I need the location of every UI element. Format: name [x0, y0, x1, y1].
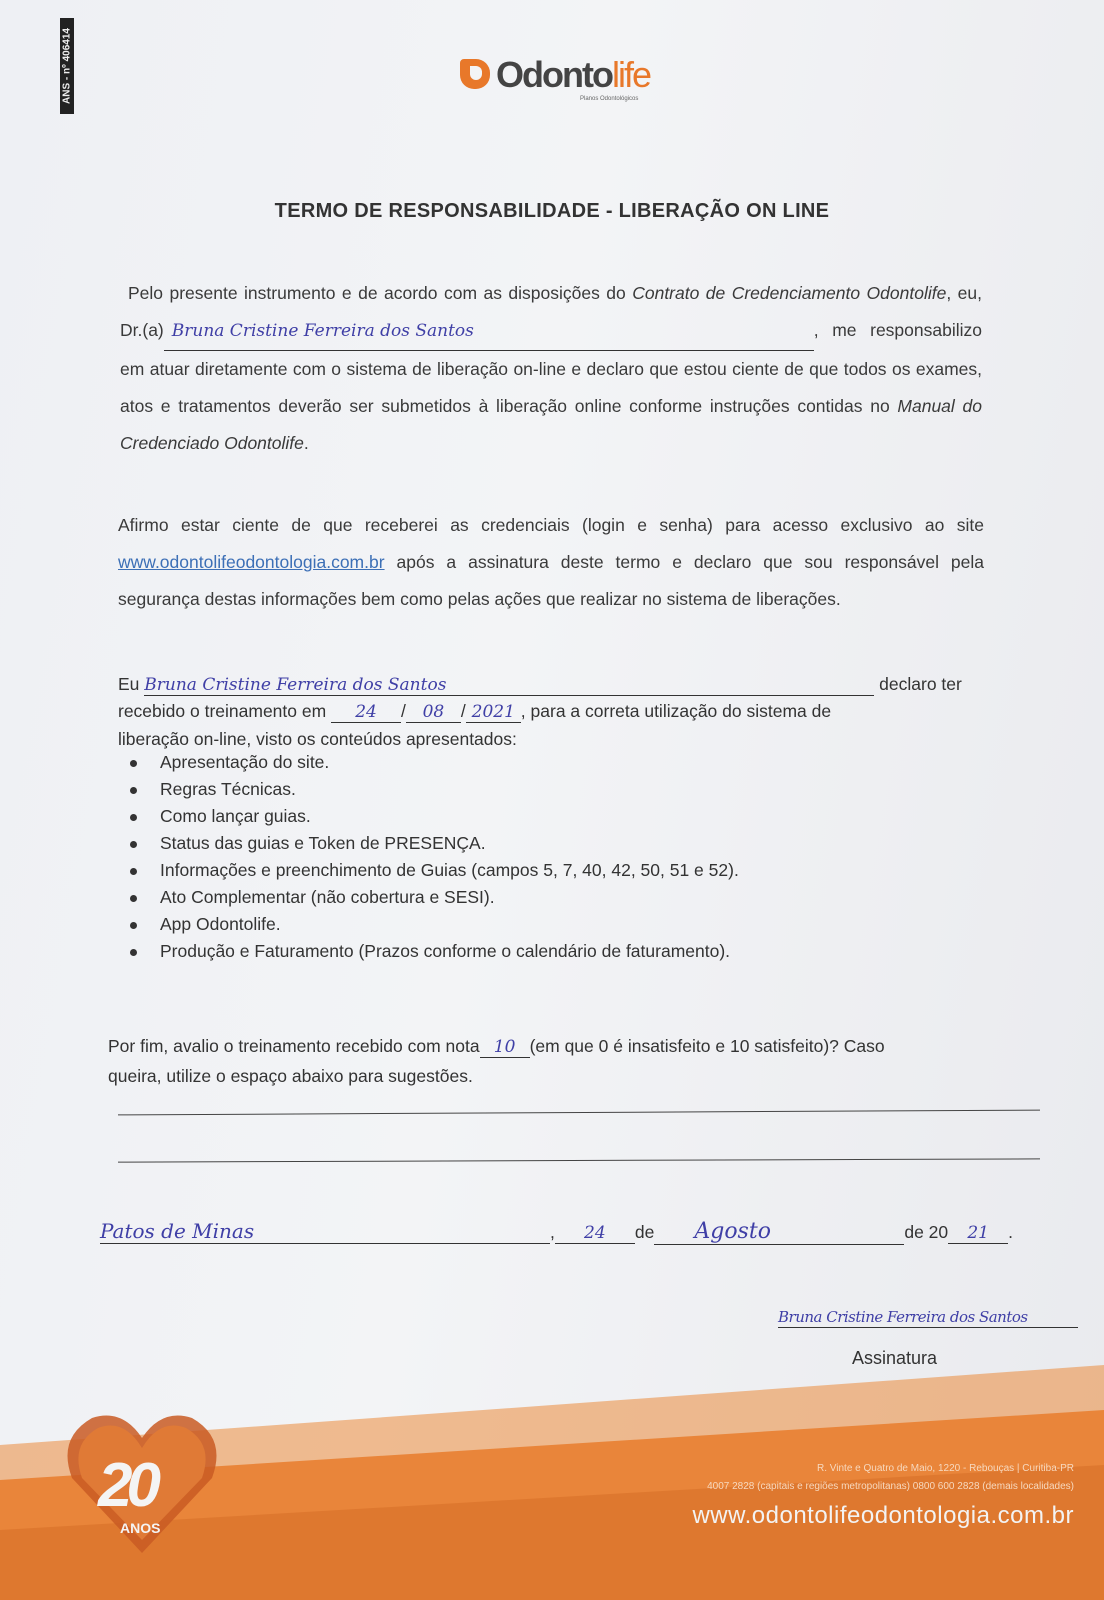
- date-month: Agosto: [694, 1219, 771, 1244]
- rating-text-a: Por fim, avalio o treinamento recebido com nota: [108, 1036, 480, 1056]
- date-day: 24: [584, 1223, 606, 1243]
- date-month-field: [654, 1219, 904, 1245]
- p1-name-field: [164, 312, 814, 351]
- logo-wordmark: [496, 54, 650, 96]
- training-year: 2021: [471, 702, 515, 722]
- suggestion-line-2: [118, 1158, 1040, 1162]
- training-year-field: [466, 701, 521, 723]
- rating-score: 10: [493, 1037, 516, 1057]
- date-day-field: [555, 1222, 635, 1244]
- ans-registration-label: [60, 18, 74, 114]
- p1-text-b: , eu, Dr.(a): [120, 283, 982, 340]
- footer-phones: 4007 2828 (capitais e regiões metropolitanas) 0800 600 2828 (demais localidades): [707, 1481, 1074, 1492]
- bullet-dot-icon: [130, 814, 137, 821]
- training-month: 08: [422, 702, 445, 722]
- logo-life: life: [611, 54, 650, 95]
- signature-field: [778, 1306, 1078, 1328]
- badge-word: ANOS: [120, 1520, 161, 1536]
- p2-text-b: após a assinatura deste termo e declaro que sou responsável pela segurança destas informações bem como pelas ações que realizar no sistema de liberações.: [118, 552, 984, 609]
- training-day: 24: [355, 702, 377, 722]
- declaro-label: declaro ter: [879, 674, 962, 694]
- logo-mark-icon: [460, 59, 490, 89]
- p1-text-a: Pelo presente instrumento e de acordo com as disposições do: [128, 283, 633, 303]
- training-day-field: [331, 701, 401, 723]
- paragraph-1: [120, 275, 982, 462]
- signature-handwritten: Bruna Cristine Ferreira dos Santos: [778, 1308, 1028, 1326]
- city-field: [100, 1219, 550, 1244]
- declaration-line-1: [118, 674, 962, 696]
- trainee-name: Bruna Cristine Ferreira dos Santos: [144, 675, 447, 695]
- place-date-line: Patos de Minas , 24 de Agosto de 20 21 .: [100, 1219, 1014, 1244]
- signature-label: Assinatura: [852, 1348, 938, 1368]
- footer-address: R. Vinte e Quatro de Maio, 1220 - Rebouças | Curitiba-PR: [817, 1463, 1074, 1474]
- suggestion-line-1: [118, 1110, 1040, 1116]
- paragraph-2: [118, 507, 984, 618]
- bullet-dot-icon: [130, 787, 137, 794]
- p1-text-c: , me responsabilizo em atuar diretamente com o sistema de liberação on-line e declaro que estou ciente de que todos os exames, atos e tratamentos deverão ser submetidos à liberação online conforme instruções contidas no: [120, 320, 982, 416]
- date-period: .: [1008, 1222, 1014, 1242]
- eu-label: Eu: [118, 674, 140, 694]
- odontolife-logo: [460, 54, 680, 104]
- ans-text: ANS - nº 406414: [61, 28, 73, 104]
- recebido-label: recebido o treinamento em: [118, 701, 327, 721]
- date-year: 21: [967, 1223, 989, 1243]
- site-link[interactable]: www.odontolifeodontologia.com.br: [118, 552, 385, 572]
- p1-name: Bruna Cristine Ferreira dos Santos: [171, 321, 474, 341]
- document-title: TERMO DE RESPONSABILIDADE - LIBERAÇÃO ON LINE: [274, 200, 830, 222]
- p1-contract: Contrato de Credenciamento Odontolife: [632, 283, 947, 303]
- badge-number: 20: [98, 1451, 155, 1520]
- bullet-dot-icon: [130, 868, 137, 875]
- trainee-name-field: [144, 674, 874, 696]
- logo-odonto: Odonto: [496, 54, 612, 95]
- rating-line-1: [108, 1036, 885, 1058]
- p1-manual: Manual do Credenciado Odontolife: [120, 396, 982, 453]
- rating-score-field: [480, 1036, 530, 1058]
- bullet-dot-icon: [130, 922, 137, 929]
- de-label-1: de: [634, 1222, 655, 1242]
- p2-text-a: Afirmo estar ciente de que receberei as credenciais (login e senha) para acesso exclusivo ao site: [118, 515, 984, 535]
- para-label: , para a correta utilização do sistema de: [520, 701, 832, 721]
- bullet-dot-icon: [130, 895, 137, 902]
- rating-line-2: queira, utilize o espaço abaixo para sugestões.: [108, 1066, 473, 1086]
- footer-site[interactable]: www.odontolifeodontologia.com.br: [692, 1502, 1074, 1529]
- training-month-field: [406, 701, 461, 723]
- declaration-line-3: liberação on-line, visto os conteúdos apresentados:: [118, 729, 517, 749]
- logo-subtitle: Planos Odontológicos: [580, 96, 639, 102]
- bullet-dot-icon: [130, 841, 137, 848]
- bullet-dot-icon: [130, 760, 137, 767]
- document-page: ANS - nº 406414 Odontolife Planos Odontológicos TERMO DE RESPONSABILIDADE - LIBERAÇÃO ON LINE Pelo presente instrumento e de acordo com as disposições do Contrato de Credenciamento Odontolife, eu, Dr.(a) Bruna Cristine Ferreira dos Santos , me responsabilizo em atuar diretamente com o sistema de liberação on-line e declaro que estou ciente de que todos os exames, atos e tratamentos deverão ser submetidos à liberação online conforme instruções contidas no Manual do Credenciado Odontolife. Afirmo estar ciente de que receberei as credenciais (login e senha) para acesso exclusivo ao site www.odontolifeodontologia.com.br após a assinatura deste termo e declaro que sou responsável pela segurança destas informações bem como pelas ações que realizar no sistema de liberações. Eu Bruna Cristine Ferreira dos Santos declaro ter recebido o treinamento em 24 / 08 / 2021 , para a correta utilização do sistema de liberação on-line, visto os conteúdos apresentados: Apresentação do site. Regras Técnicas. Como lançar guias. Status das guias e Token de PRESENÇA. Informações e preenchimento de Guias (campos 5, 7, 40, 42, 50, 51 e 52). Ato Complementar (não cobertura e SESI). App Odontolife. Produção e Faturamento (Prazos conforme o calendário de faturamento). Por fim, avalio o treinamento recebido com nota 10 (em que 0 é insatisfeito e 10 satisfeito)? Caso queira, utilize o espaço abaixo para sugestões. Patos de Minas , 24 de Agosto de 20 21 . Bruna Cristine Ferreira dos Santos Assinatura 20 ANOS R. Vinte e Quatro de Maio, 1220 - Rebouças | Curitiba-PR 4007 2828 (capitais e regiões metropolitanas) 0800 600 2828 (demais localidades) www.odontolifeodontologia.com.br: [0, 0, 1104, 1600]
- p1-text-d: .: [303, 433, 309, 453]
- rating-text-b: (em que 0 é insatisfeito e 10 satisfeito)? Caso: [529, 1036, 885, 1056]
- city: Patos de Minas: [100, 1219, 255, 1243]
- de-label-2: de 20: [904, 1222, 949, 1242]
- bullet-dot-icon: [130, 949, 137, 956]
- date-year-field: [948, 1222, 1008, 1244]
- declaration-line-2: recebido o treinamento em 24 / 08 / 2021 , para a correta utilização do sistema de: [118, 701, 832, 722]
